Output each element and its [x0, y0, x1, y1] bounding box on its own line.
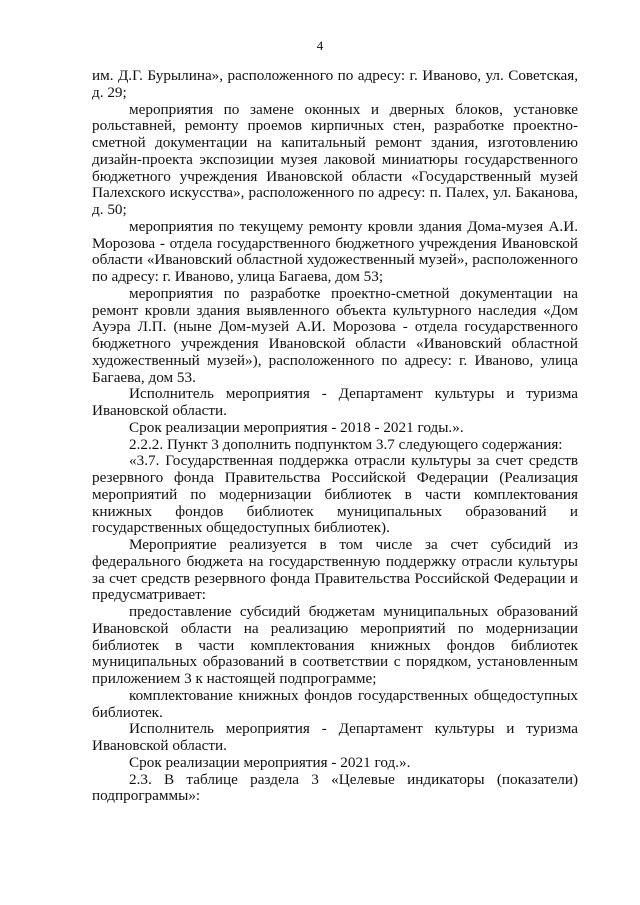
paragraph-address-continuation: им. Д.Г. Бурылина», расположенного по адресу: г. Иваново, ул. Советская, д. 29;: [92, 67, 578, 101]
paragraph-auer-house-design: мероприятия по разработке проектно-сметной документации на ремонт кровли здания выявленного объекта культурного наследия «Дом Ауэра Л.П. (ныне Дом-музей А.И. Морозова - отдела государственного бюджетного учреждения Ивановской области «Ивановский областной художественный музей»), расположенного по адресу: г. Иваново, улица Багаева, дом 53.: [92, 284, 578, 386]
paragraph-morozov-roof-repair: мероприятия по текущему ремонту кровли здания Дома-музея А.И. Морозова - отдела государственного бюджетного учреждения Ивановской области «Ивановский областной художественный музей», расположенного по адресу: г. Иваново, улица Багаева, дом 53;: [92, 217, 578, 285]
paragraph-subitem-3-7: «3.7. Государственная поддержка отрасли культуры за счет средств резервного фонда Правительства Российской Федерации (Реализация мероприятий по модернизации библиотек в части комплектования книжных фондов библиотек муниципальных образований и государственных общедоступных библиотек).: [92, 452, 578, 537]
paragraph-item-2-3: 2.3. В таблице раздела 3 «Целевые индикаторы (показатели) подпрограммы»:: [92, 770, 578, 805]
paragraph-palekh-museum-works: мероприятия по замене оконных и дверных блоков, установке рольставней, ремонту проемов кирпичных стен, разработке проектно-сметной документации на капитальный ремонт здания, изготовлению дизайн-проекта экспозиции музея лаковой миниатюры государственного бюджетного учреждения Ивановской области «Государственный музей Палехского искусства», расположенного по адресу: п. Палех, ул. Баканова, д. 50;: [92, 100, 578, 218]
paragraph-term-2021: Срок реализации мероприятия - 2021 год.».: [129, 753, 411, 771]
page-number: 4: [316, 38, 324, 53]
paragraph-term-2018-2021: Срок реализации мероприятия - 2018 - 2021 годы.».: [129, 418, 464, 436]
paragraph-subsidies: предоставление субсидий бюджетам муниципальных образований Ивановской области на реализацию мероприятий по модернизации библиотек в части комплектования книжных фондов библиотек муниципальных образований в соответствии с порядком, установленным приложением 3 к настоящей подпрограмме;: [92, 603, 578, 687]
paragraph-executor-2: Исполнитель мероприятия - Департамент культуры и туризма Ивановской области.: [92, 720, 578, 754]
paragraph-executor: Исполнитель мероприятия - Департамент культуры и туризма Ивановской области.: [92, 385, 578, 419]
paragraph-implementation: Мероприятие реализуется в том числе за счет субсидий из федерального бюджета на государственную поддержку отрасли культуры за счет средств резервного фонда Правительства Российской Федерации и предусматривает:: [92, 536, 578, 604]
paragraph-item-2-2-2: 2.2.2. Пункт 3 дополнить подпунктом 3.7 следующего содержания:: [129, 435, 563, 453]
paragraph-book-funds: комплектование книжных фондов государственных общедоступных библиотек.: [92, 686, 578, 721]
document-body: [92, 68, 578, 805]
